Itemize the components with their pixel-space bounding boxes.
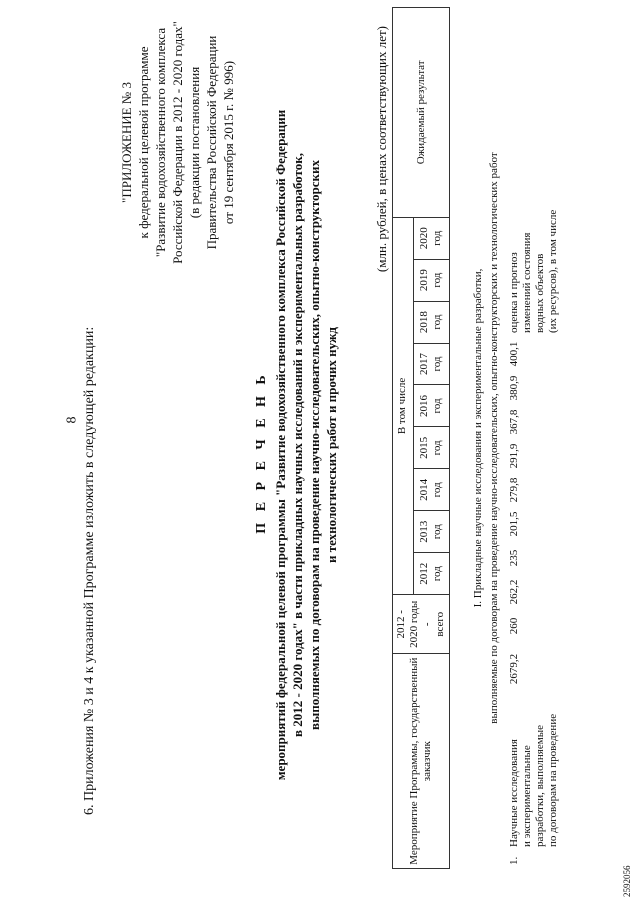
header-year: 2019 год [413, 259, 449, 301]
row-result-line: водных объектов [534, 253, 546, 333]
header-year: 2017 год [413, 343, 449, 385]
row-value: 260 [508, 617, 520, 635]
header-year: 2014 год [413, 469, 449, 511]
header-total-line: 2012 - [395, 610, 407, 639]
row-result-line: оценка и прогноз [508, 252, 520, 333]
header-total-line: 2020 годы - [408, 600, 433, 648]
row-value: 380,9 [508, 375, 520, 401]
section-title: I. Прикладные научные исследования и экспериментальные разработки, [472, 268, 484, 608]
header-year: 2012 год [413, 553, 449, 595]
row-measure-line: и экспериментальные [521, 745, 533, 847]
row-value: 235 [508, 549, 520, 567]
header-year: 2018 год [413, 301, 449, 343]
row-measure-name [508, 695, 560, 847]
subtitle-line: в 2012 - 2020 годах" в части прикладных научных исследований и экспериментальных разработок, [290, 153, 305, 737]
subtitle-line: мероприятий федеральной целевой программы "Развитие водохозяйственного комплекса Российской Федерации [273, 109, 288, 781]
row-measure-line: Научные исследования [508, 739, 520, 847]
row-measure-line: разработки, выполняемые [534, 725, 546, 847]
header-total-line: всего [434, 611, 446, 637]
row-value: 367,8 [508, 409, 520, 435]
row-total: 2679,2 [508, 653, 520, 685]
attachment-line: к федеральной целевой программе [136, 46, 151, 239]
row-number: 1. [508, 856, 520, 865]
header-including: В том числе [393, 217, 414, 594]
document-subtitle [272, 55, 340, 835]
measures-table [392, 7, 450, 869]
attachment-line: (в редакции постановления [187, 66, 202, 219]
row-result [508, 163, 560, 333]
row-result-line: (их ресурсов), в том числе [547, 209, 559, 333]
row-value: 262,2 [508, 579, 520, 605]
row-value: 201,5 [508, 511, 520, 537]
document-title: П Е Р Е Ч Е Н Ь [254, 371, 269, 534]
page-number: 8 [64, 416, 80, 424]
header-year: 2020 год [413, 217, 449, 259]
header-year: 2013 год [413, 511, 449, 553]
attachment-line: Российской Федерации в 2012 - 2020 годах" [170, 21, 185, 264]
row-value: 291,9 [508, 443, 520, 469]
header-result: Ожидаемый результат [393, 8, 450, 218]
attachment-block [118, 20, 237, 265]
intro-text: 6. Приложения № 3 и 4 к указанной Программе изложить в следующей редакции: [82, 326, 97, 815]
header-measure: Мероприятие Программы, государственный заказчик [393, 654, 450, 869]
attachment-line: "ПРИЛОЖЕНИЕ № 3 [119, 82, 134, 203]
row-result-line: изменений состояния [521, 232, 533, 333]
attachment-line: Правительства Российской Федерации [204, 35, 219, 250]
section-subtitle: выполняемые по договорам на проведение научно-исследовательских, опытно-конструкторских и технологических работ [488, 152, 500, 724]
row-value: 279,8 [508, 477, 520, 503]
header-total [393, 595, 450, 654]
attachment-line: "Развитие водохозяйственного комплекса [153, 27, 168, 258]
row-value: 400,1 [508, 341, 520, 367]
header-year: 2016 год [413, 385, 449, 427]
footer-code: 2592056 [622, 865, 632, 897]
subtitle-line: и технологических работ и прочих нужд [324, 327, 339, 563]
attachment-line: от 19 сентября 2015 г. № 996) [221, 60, 236, 225]
header-year: 2015 год [413, 427, 449, 469]
row-measure-line: по договорам на проведение [547, 713, 559, 847]
unit-note: (млн. рублей, в ценах соответствующих лет) [374, 26, 389, 273]
subtitle-line: выполняемых по договорам на проведение научно-исследовательских, опытно-конструкторских [307, 160, 322, 730]
